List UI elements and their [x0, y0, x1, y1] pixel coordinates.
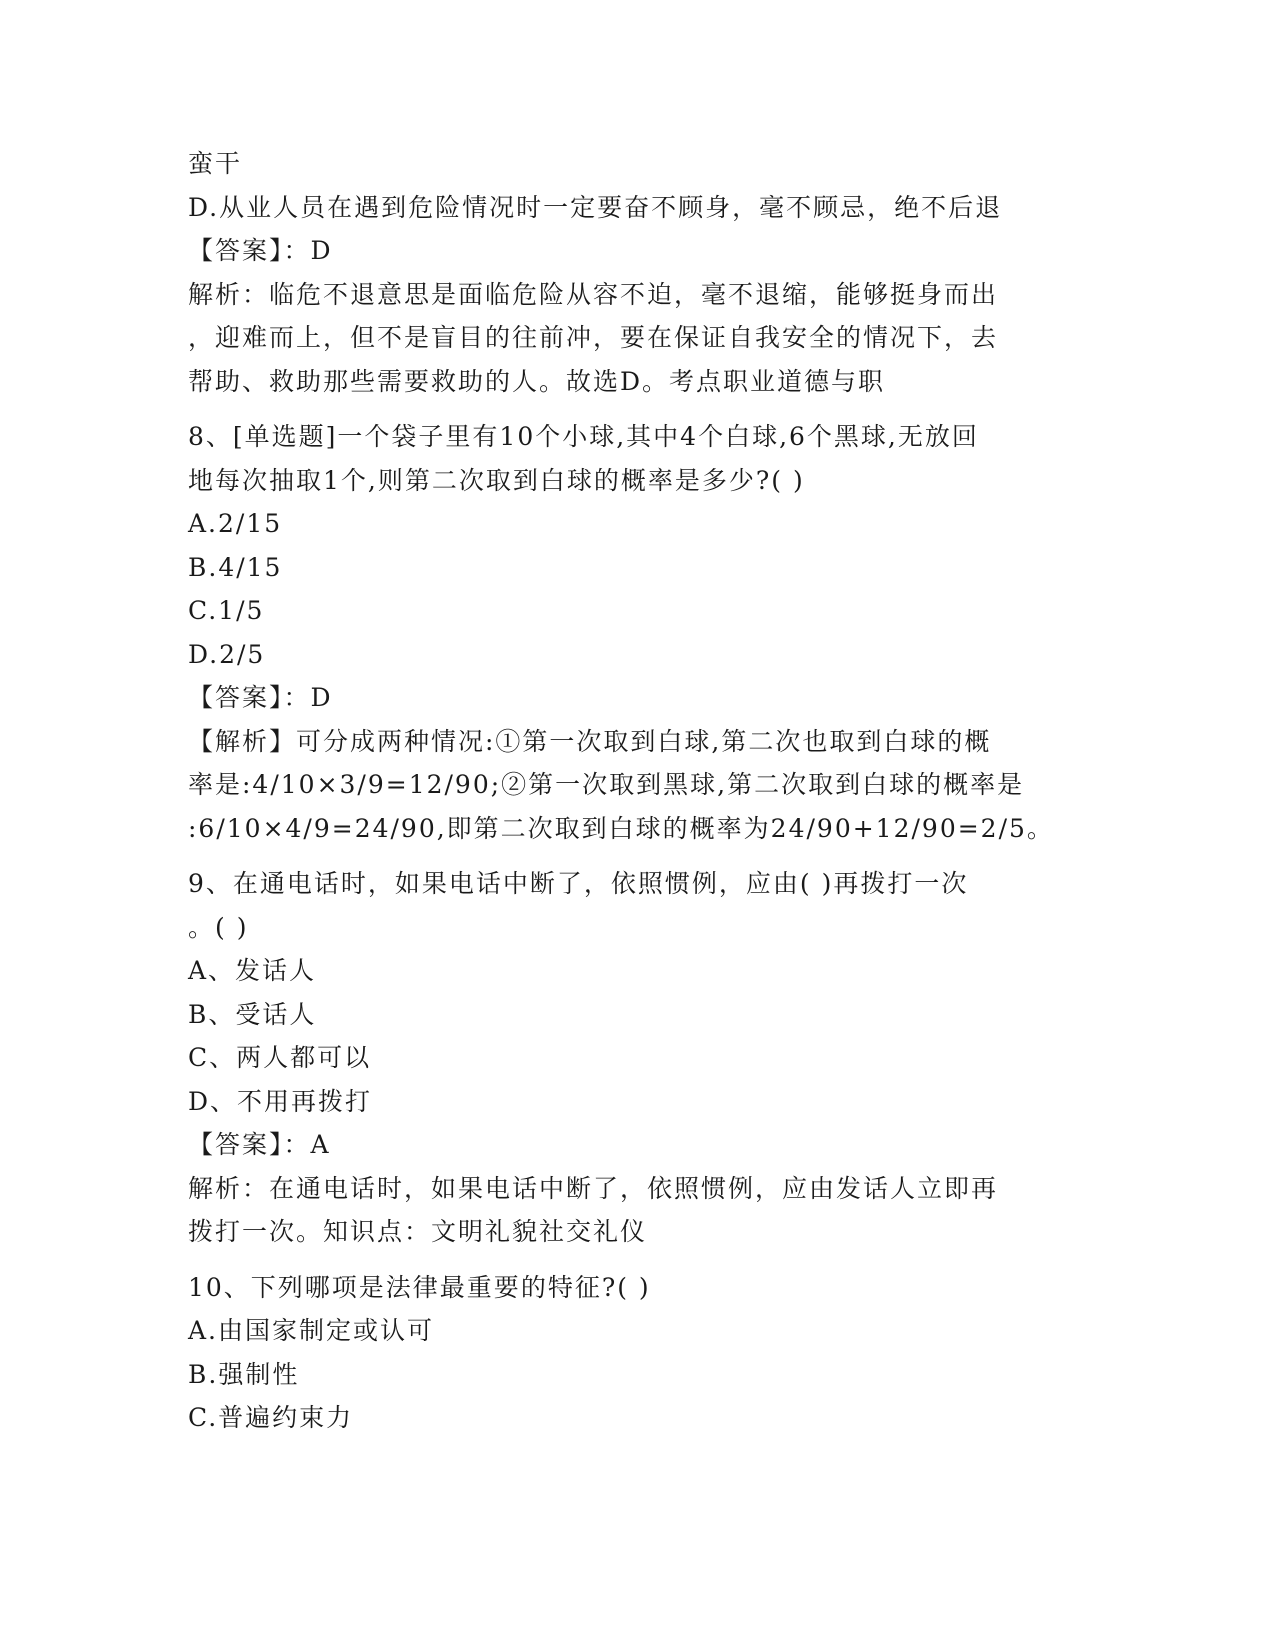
option-d: D.从业人员在遇到危险情况时一定要奋不顾身，毫不顾忌，绝不后退	[188, 192, 1003, 222]
question-8	[188, 415, 1078, 850]
option-a: A.由国家制定或认可	[188, 1316, 435, 1345]
analysis-line: :6/10×4/9=24/90,即第二次取到白球的概率为24/90+12/90=2/5。	[188, 813, 1054, 843]
question-9	[188, 862, 1078, 1254]
option-c: C、两人都可以	[188, 1043, 372, 1072]
option-d: D、不用再拨打	[188, 1086, 373, 1116]
option-c-continuation: 蛮干	[188, 149, 243, 178]
question-10	[188, 1266, 1078, 1440]
page-content	[188, 142, 1078, 1440]
answer-line: 【答案】：A	[188, 1130, 331, 1159]
option-b: B、受话人	[188, 999, 317, 1029]
option-b: B.强制性	[188, 1359, 300, 1389]
analysis-line: 拨打一次。知识点：文明礼貌社交礼仪	[188, 1217, 648, 1246]
analysis-line: 帮助、救助那些需要救助的人。故选D。考点职业道德与职	[188, 366, 886, 396]
option-b: B.4/15	[188, 552, 283, 582]
question-text: 9、在通电话时，如果电话中断了，依照惯例，应由( )再拨打一次	[188, 869, 969, 898]
option-a: A、发话人	[188, 956, 317, 985]
analysis-line: 解析：在通电话时，如果电话中断了，依照惯例，应由发话人立即再	[188, 1173, 999, 1203]
question-text: 10、下列哪项是法律最重要的特征?( )	[188, 1272, 651, 1302]
option-c: C.普遍约束力	[188, 1403, 354, 1432]
option-a: A.2/15	[188, 509, 283, 538]
option-d: D.2/5	[188, 639, 266, 669]
analysis-line: 解析：临危不退意思是面临危险从容不迫，毫不退缩，能够挺身而出	[188, 279, 999, 309]
option-c: C.1/5	[188, 596, 265, 625]
question-7-tail	[188, 142, 1078, 403]
question-text: 地每次抽取1个,则第二次取到白球的概率是多少?( )	[188, 465, 805, 495]
analysis-line: 率是:4/10×3/9=12/90;②第一次取到黑球,第二次取到白球的概率是	[188, 770, 1025, 799]
analysis-line: ，迎难而上，但不是盲目的往前冲，要在保证自我安全的情况下，去	[188, 323, 999, 352]
analysis-line: 【解析】可分成两种情况:①第一次取到白球,第二次也取到白球的概	[188, 726, 992, 756]
answer-line: 【答案】：D	[188, 236, 333, 265]
question-text: 8、[单选题]一个袋子里有10个小球,其中4个白球,6个黑球,无放回	[188, 422, 979, 451]
question-text: 。( )	[188, 912, 249, 942]
answer-line: 【答案】：D	[188, 683, 333, 712]
